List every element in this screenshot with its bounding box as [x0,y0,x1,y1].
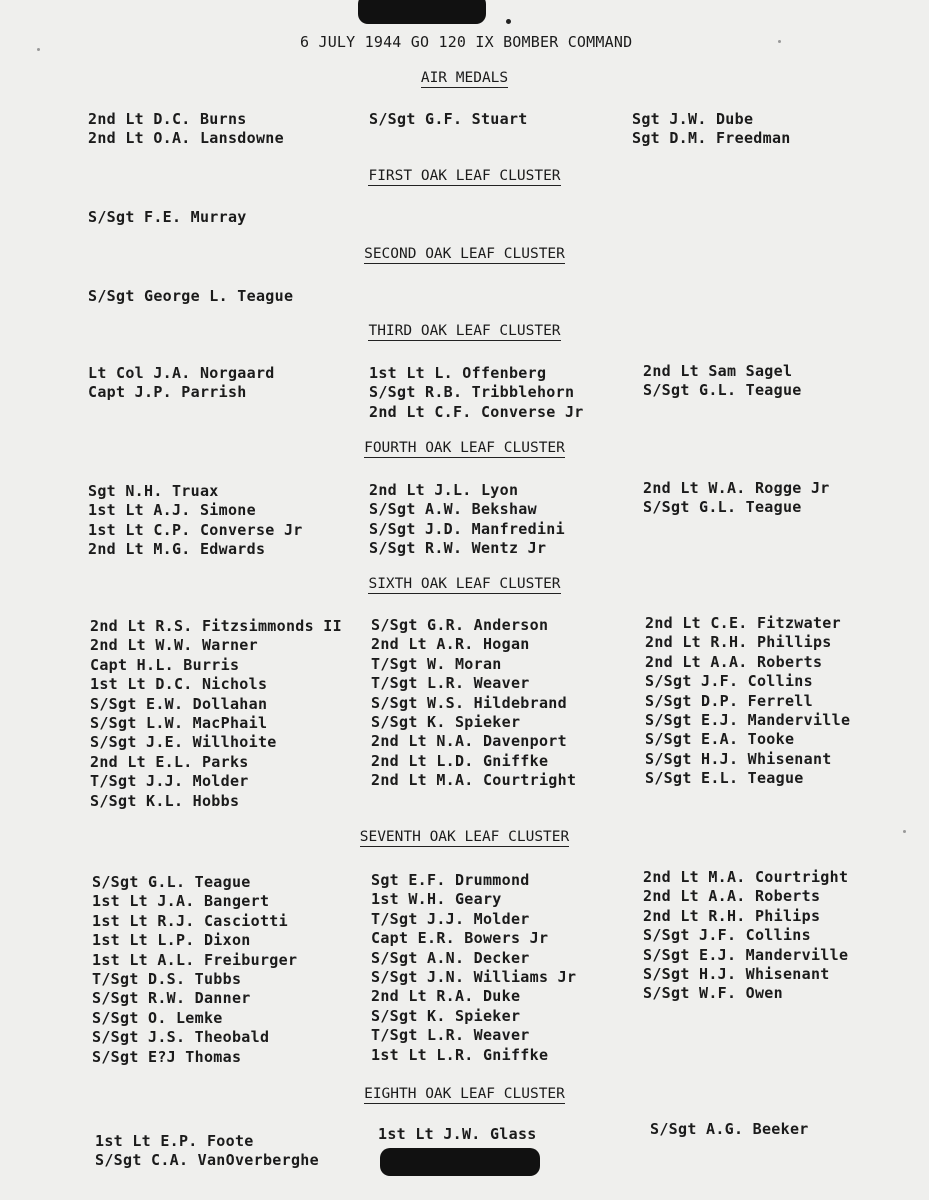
recipient-name: S/Sgt G.F. Stuart [369,110,528,128]
recipient-name: S/Sgt D.P. Ferrell [645,691,813,710]
section-title-text: EIGHTH OAK LEAF CLUSTER [364,1086,565,1102]
recipient-name: Capt J.P. Parrish [88,383,247,402]
recipient-name: S/Sgt E.W. Dollahan [90,694,268,713]
recipient-name: S/Sgt J.E. Willhoite [90,733,277,752]
recipient-name: T/Sgt J.J. Molder [90,772,249,791]
section-title-text: FOURTH OAK LEAF CLUSTER [364,440,565,456]
recipient-name: 1st Lt L.R. Gniffke [371,1045,549,1064]
film-speck [506,19,511,24]
recipient-name: 2nd Lt M.A. Courtright [643,868,849,886]
recipient-name: 1st Lt D.C. Nichols [90,675,268,694]
recipient-name: Sgt N.H. Truax [88,482,219,500]
document-header: 6 JULY 1944 GO 120 IX BOMBER COMMAND [300,33,633,51]
recipient-name: S/Sgt F.E. Murray [88,208,247,226]
recipient-name: S/Sgt J.F. Collins [645,672,813,691]
recipient-name: Sgt D.M. Freedman [632,129,791,148]
recipient-name: S/Sgt E.J. Manderville [645,711,851,729]
section-title [0,168,929,184]
recipient-name: T/Sgt W. Moran [371,654,502,673]
section-title [0,576,929,592]
recipient-name: 2nd Lt M.G. Edwards [88,540,266,559]
recipient-name: S/Sgt R.W. Wentz Jr [369,539,547,558]
recipient-name: S/Sgt O. Lemke [92,1008,223,1027]
recipient-name: T/Sgt J.J. Molder [371,909,530,928]
redaction-top [358,0,486,24]
recipient-name: 2nd Lt O.A. Lansdowne [88,129,284,148]
section-title-text: SIXTH OAK LEAF CLUSTER [368,576,561,592]
recipient-name: 2nd Lt M.A. Courtright [371,771,577,790]
recipient-name: 2nd Lt C.E. Fitzwater [645,614,841,632]
recipient-name: Capt H.L. Burris [90,655,240,674]
section-title-text: THIRD OAK LEAF CLUSTER [368,323,561,339]
recipient-name: 1st Lt L. Offenberg [369,364,547,382]
recipient-name: S/Sgt J.D. Manfredini [369,519,565,538]
recipient-name: S/Sgt H.J. Whisenant [643,965,830,983]
recipient-name: 2nd Lt R.S. Fitzsimmonds II [90,617,342,635]
recipient-name: 2nd Lt R.H. Philips [643,906,821,925]
recipient-name: 2nd Lt W.A. Rogge Jr [643,479,830,497]
recipient-name: S/Sgt G.L. Teague [643,381,802,400]
recipient-name: 2nd Lt L.D. Gniffke [371,751,549,770]
recipient-name: 2nd Lt Sam Sagel [643,362,793,380]
recipient-name: S/Sgt G.L. Teague [643,498,802,517]
recipient-name: 1st Lt A.L. Freiburger [92,950,298,969]
section-title-text: FIRST OAK LEAF CLUSTER [368,168,561,184]
recipient-name: S/Sgt J.S. Theobald [92,1028,270,1047]
recipient-name: 2nd Lt N.A. Davenport [371,732,567,751]
recipient-name: 1st Lt J.A. Bangert [92,892,270,911]
recipient-name: 2nd Lt E.L. Parks [90,752,249,771]
section-title [0,440,929,456]
recipient-name: 2nd Lt A.A. Roberts [643,887,821,906]
recipient-name: S/Sgt E?J Thomas [92,1047,242,1066]
recipient-name: 2nd Lt W.W. Warner [90,636,258,655]
recipient-name: Sgt J.W. Dube [632,110,754,128]
recipient-name: S/Sgt E.J. Manderville [643,945,849,964]
recipient-name: 2nd Lt R.H. Phillips [645,633,832,652]
film-speck [778,40,781,43]
recipient-name: T/Sgt L.R. Weaver [371,674,530,693]
section-title [0,829,929,845]
recipient-name: 1st W.H. Geary [371,890,502,909]
recipient-name: S/Sgt George L. Teague [88,287,294,305]
recipient-name: S/Sgt E.A. Tooke [645,730,795,749]
recipient-name: 2nd Lt J.L. Lyon [369,481,519,499]
section-title [0,246,929,262]
recipient-name: S/Sgt L.W. MacPhail [90,714,268,732]
recipient-name: S/Sgt R.W. Danner [92,989,251,1008]
section-title [0,323,929,339]
section-title [0,70,929,86]
recipient-name: S/Sgt G.L. Teague [92,873,251,891]
recipient-name: 2nd Lt C.F. Converse Jr [369,402,584,421]
recipient-name: T/Sgt L.R. Weaver [371,1026,530,1045]
recipient-name: 2nd Lt A.R. Hogan [371,635,530,654]
recipient-name: S/Sgt C.A. VanOverberghe [95,1151,319,1170]
recipient-name: T/Sgt D.S. Tubbs [92,970,242,988]
recipient-name: S/Sgt A.G. Beeker [650,1120,809,1138]
section-title [0,1086,929,1102]
recipient-name: 1st Lt J.W. Glass [378,1125,537,1143]
recipient-name: S/Sgt R.B. Tribblehorn [369,383,575,402]
recipient-name: S/Sgt A.N. Decker [371,948,530,967]
recipient-name: 1st Lt C.P. Converse Jr [88,520,303,539]
recipient-name: S/Sgt H.J. Whisenant [645,749,832,768]
recipient-name: Lt Col J.A. Norgaard [88,364,275,382]
recipient-name: S/Sgt J.F. Collins [643,926,811,945]
recipient-name: S/Sgt G.R. Anderson [371,616,549,634]
section-title-text: SECOND OAK LEAF CLUSTER [364,246,565,262]
recipient-name: Capt E.R. Bowers Jr [371,929,549,948]
section-title-text: SEVENTH OAK LEAF CLUSTER [359,829,570,845]
recipient-name: 1st Lt L.P. Dixon [92,931,251,950]
recipient-name: S/Sgt A.W. Bekshaw [369,500,537,519]
recipient-name: S/Sgt K. Spieker [371,1006,521,1025]
recipient-name: Sgt E.F. Drummond [371,871,530,889]
recipient-name: S/Sgt E.L. Teague [645,769,804,788]
redaction-bottom [380,1148,540,1176]
film-speck [37,48,40,51]
recipient-name: S/Sgt W.F. Owen [643,984,783,1003]
recipient-name: S/Sgt W.S. Hildebrand [371,693,567,712]
recipient-name: 2nd Lt D.C. Burns [88,110,247,128]
recipient-name: 2nd Lt R.A. Duke [371,987,521,1006]
recipient-name: 1st Lt R.J. Casciotti [92,911,288,930]
recipient-name: 2nd Lt A.A. Roberts [645,652,823,671]
recipient-name: S/Sgt K.L. Hobbs [90,791,240,810]
section-title-text: AIR MEDALS [420,70,509,86]
recipient-name: S/Sgt K. Spieker [371,713,521,731]
recipient-name: 1st Lt A.J. Simone [88,501,256,520]
recipient-name: S/Sgt J.N. Williams Jr [371,968,577,986]
recipient-name: 1st Lt E.P. Foote [95,1132,254,1150]
